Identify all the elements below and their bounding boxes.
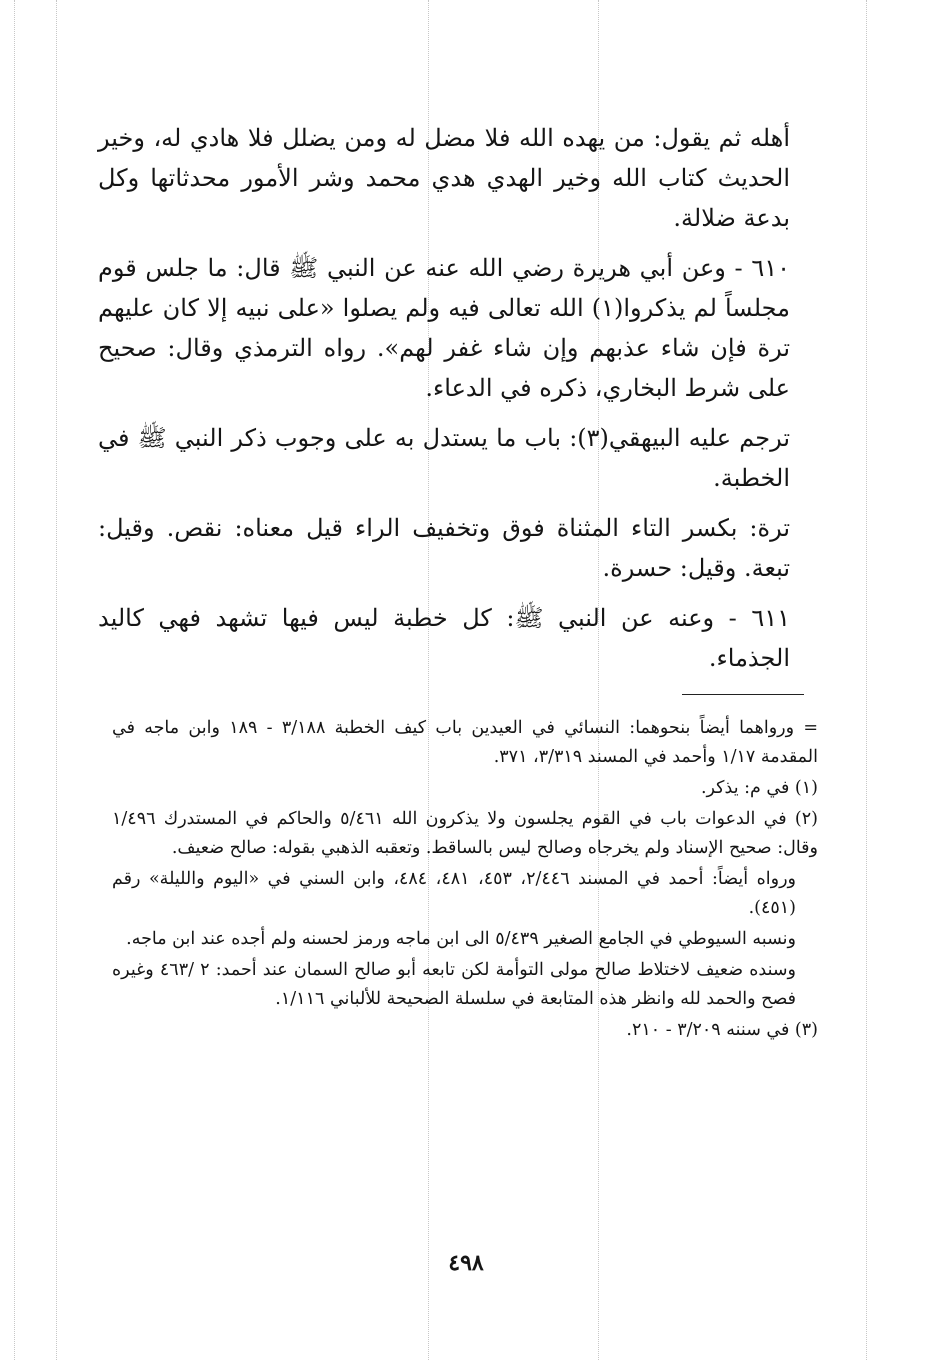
paragraph-definition-tira: ترة: بكسر التاء المثناة فوق وتخفيف الراء قيل معناه: نقص. وقيل: تبعة. وقيل: حسرة. xyxy=(98,514,790,582)
footnote-continuation: = ورواهما أيضاً بنحوهما: النسائي في العيدين باب كيف الخطبة ٣/١٨٨ - ١٨٩ وابن ماجه في المقدمة ١/١٧ وأحمد في المسند ٣/٣١٩، ٣٧١. xyxy=(112,718,818,767)
page-number: ٤٩٨ xyxy=(448,1250,484,1276)
main-text xyxy=(98,118,790,688)
footnote-2-continued: ورواه أيضاً: أحمد في المسند ٢/٤٤٦، ٤٥٣، ٤٨١، ٤٨٤، وابن السني في «اليوم والليلة» رقم (٤٥١). xyxy=(112,869,796,918)
footnote-1: (١) في م: يذكر. xyxy=(700,778,818,798)
paragraph-hadith-611: ٦١١ - وعنه عن النبي ﷺ: كل خطبة ليس فيها تشهد فهي كاليد الجذماء. xyxy=(98,604,790,672)
footnote-2: (٢) في الدعوات باب في القوم يجلسون ولا يذكرون الله ٥/٤٦١ والحاكم في المستدرك ١/٤٩٦ وقال: صحيح الإسناد ولم يخرجاه وصالح ليس بالساقط. وتعقبه الذهبي بقوله: صالح ضعيف. xyxy=(112,809,818,858)
scan-artifact-line xyxy=(14,0,15,1360)
scan-artifact-line xyxy=(866,0,867,1360)
paragraph-hadith-610: ٦١٠ - وعن أبي هريرة رضي الله عنه عن النبي ﷺ قال: ما جلس قوم مجلساً لم يذكروا(١) الله تعالى فيه ولم يصلوا «على نبيه إلا كان عليهم ترة فإن شاء عذبهم وإن شاء غفر لهم». رواه الترمذي وقال: صحيح على شرط البخاري، ذكره في الدعاء. xyxy=(98,254,790,402)
footnotes xyxy=(112,714,818,1047)
footnote-3: (٣) في سننه ٣/٢٠٩ - ٢١٠. xyxy=(626,1020,818,1040)
scan-artifact-line xyxy=(56,0,57,1360)
footnote-2-continued: وسنده ضعيف لاختلاط صالح مولى التوأمة لكن تابعه أبو صالح السمان عند أحمد: ٢ /٤٦٣ وغيره فصح والحمد لله وانظر هذه المتابعة في سلسلة الصحيحة للألباني ١/١١٦. xyxy=(112,960,796,1009)
paragraph-hadith-continuation: أهله ثم يقول: من يهده الله فلا مضل له ومن يضلل فلا هادي له، وخير الحديث كتاب الله وخير الهدي هدي محمد وشر الأمور محدثاتها وكل بدعة ضلالة. xyxy=(98,124,790,232)
footnote-separator xyxy=(682,694,804,695)
footnote-2-continued: ونسبه السيوطي في الجامع الصغير ٥/٤٣٩ الى ابن ماجه ورمز لحسنه ولم أجده عند ابن ماجه. xyxy=(126,929,796,949)
paragraph-bayhaqi-note: ترجم عليه البيهقي(٣): باب ما يستدل به على وجوب ذكر النبي ﷺ في الخطبة. xyxy=(98,424,790,492)
